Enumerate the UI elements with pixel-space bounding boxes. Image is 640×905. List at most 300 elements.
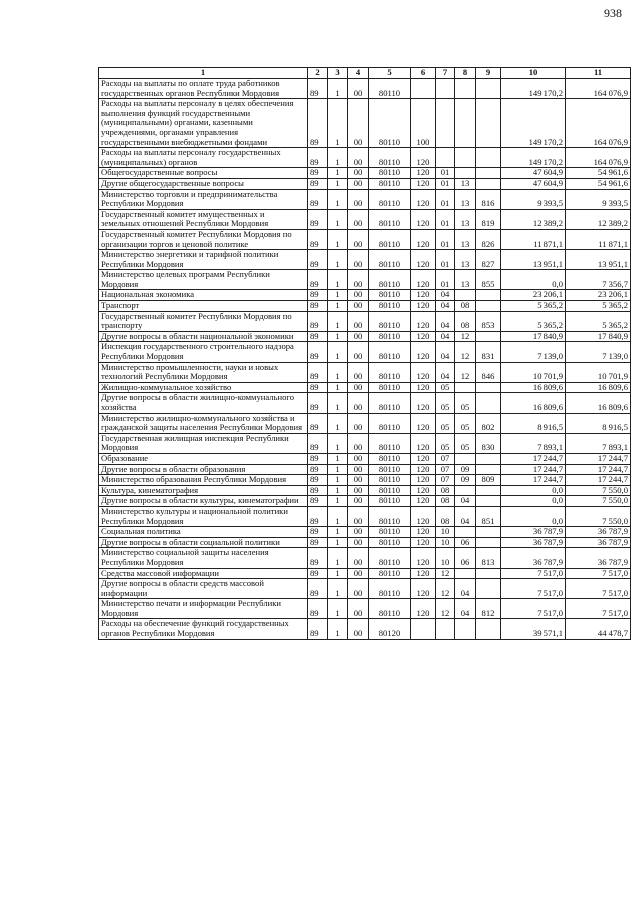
cell-col-6: 120 [411, 148, 436, 168]
cell-col-3: 1 [328, 382, 348, 393]
cell-col-6: 120 [411, 599, 436, 619]
cell-col-5: 80110 [369, 413, 411, 433]
cell-col-7: 01 [436, 250, 455, 270]
cell-col-7: 01 [436, 209, 455, 229]
cell-col-4: 00 [348, 619, 369, 639]
cell-col-8 [455, 568, 476, 579]
column-header: 4 [348, 68, 369, 79]
table-row [99, 79, 631, 99]
cell-col-8 [455, 99, 476, 148]
table-row [99, 342, 631, 362]
cell-col-9: 813 [476, 548, 501, 568]
cell-col-8: 13 [455, 209, 476, 229]
cell-col-5: 80110 [369, 464, 411, 475]
cell-col-2: 89 [308, 290, 328, 301]
row-name: Министерство торговли и предпринимательства Республики Мордовия [99, 189, 308, 209]
row-name: Расходы на обеспечение функций государственных органов Республики Мордовия [99, 619, 308, 639]
cell-col-10: 16 809,6 [501, 393, 566, 413]
cell-col-11: 13 951,1 [566, 250, 631, 270]
cell-col-6: 120 [411, 475, 436, 486]
cell-col-3: 1 [328, 331, 348, 342]
cell-col-6: 120 [411, 568, 436, 579]
cell-col-2: 89 [308, 331, 328, 342]
cell-col-2: 89 [308, 209, 328, 229]
cell-col-7: 05 [436, 433, 455, 453]
cell-col-4: 00 [348, 311, 369, 331]
cell-col-10: 17 244,7 [501, 464, 566, 475]
row-name: Общегосударственные вопросы [99, 168, 308, 179]
row-name: Государственный комитет Республики Мордовия по транспорту [99, 311, 308, 331]
cell-col-2: 89 [308, 79, 328, 99]
cell-col-9: 851 [476, 506, 501, 526]
table-row [99, 178, 631, 189]
cell-col-2: 89 [308, 453, 328, 464]
cell-col-10: 47 604,9 [501, 168, 566, 179]
row-name: Министерство энергетики и тарифной политики Республики Мордовия [99, 250, 308, 270]
cell-col-11: 7 356,7 [566, 270, 631, 290]
cell-col-3: 1 [328, 506, 348, 526]
cell-col-2: 89 [308, 168, 328, 179]
cell-col-2: 89 [308, 413, 328, 433]
cell-col-2: 89 [308, 301, 328, 312]
cell-col-3: 1 [328, 537, 348, 548]
cell-col-7: 04 [436, 362, 455, 382]
cell-col-4: 00 [348, 413, 369, 433]
cell-col-8: 09 [455, 464, 476, 475]
cell-col-4: 00 [348, 342, 369, 362]
cell-col-9: 855 [476, 270, 501, 290]
table-row [99, 270, 631, 290]
cell-col-11: 7 893,1 [566, 433, 631, 453]
cell-col-9: 819 [476, 209, 501, 229]
cell-col-11: 17 244,7 [566, 464, 631, 475]
cell-col-8 [455, 148, 476, 168]
cell-col-10: 47 604,9 [501, 178, 566, 189]
cell-col-10: 17 840,9 [501, 331, 566, 342]
cell-col-10: 7 893,1 [501, 433, 566, 453]
cell-col-4: 00 [348, 382, 369, 393]
table-row [99, 229, 631, 249]
cell-col-5: 80120 [369, 619, 411, 639]
cell-col-5: 80110 [369, 290, 411, 301]
cell-col-3: 1 [328, 290, 348, 301]
cell-col-7: 07 [436, 475, 455, 486]
cell-col-2: 89 [308, 496, 328, 507]
cell-col-6: 120 [411, 548, 436, 568]
cell-col-9 [476, 382, 501, 393]
cell-col-9: 853 [476, 311, 501, 331]
table-row [99, 311, 631, 331]
cell-col-9 [476, 464, 501, 475]
cell-col-8: 13 [455, 189, 476, 209]
table-row [99, 148, 631, 168]
cell-col-3: 1 [328, 393, 348, 413]
table-row [99, 209, 631, 229]
cell-col-5: 80110 [369, 99, 411, 148]
cell-col-8: 08 [455, 311, 476, 331]
cell-col-11: 7 550,0 [566, 496, 631, 507]
cell-col-5: 80110 [369, 331, 411, 342]
cell-col-7 [436, 79, 455, 99]
cell-col-11: 7 550,0 [566, 485, 631, 496]
cell-col-2: 89 [308, 485, 328, 496]
cell-col-2: 89 [308, 599, 328, 619]
cell-col-8: 13 [455, 250, 476, 270]
table-row [99, 250, 631, 270]
cell-col-2: 89 [308, 99, 328, 148]
cell-col-3: 1 [328, 496, 348, 507]
cell-col-4: 00 [348, 229, 369, 249]
cell-col-5: 80110 [369, 79, 411, 99]
cell-col-4: 00 [348, 362, 369, 382]
cell-col-8: 13 [455, 270, 476, 290]
cell-col-11: 164 076,9 [566, 148, 631, 168]
row-name: Образование [99, 453, 308, 464]
cell-col-9 [476, 178, 501, 189]
cell-col-11: 16 809,6 [566, 393, 631, 413]
cell-col-2: 89 [308, 270, 328, 290]
cell-col-4: 00 [348, 453, 369, 464]
cell-col-7: 12 [436, 579, 455, 599]
row-name: Другие вопросы в области национальной экономики [99, 331, 308, 342]
cell-col-9: 830 [476, 433, 501, 453]
cell-col-3: 1 [328, 413, 348, 433]
cell-col-6: 120 [411, 413, 436, 433]
cell-col-2: 89 [308, 382, 328, 393]
cell-col-3: 1 [328, 453, 348, 464]
cell-col-11: 17 244,7 [566, 453, 631, 464]
cell-col-3: 1 [328, 270, 348, 290]
cell-col-7: 05 [436, 382, 455, 393]
cell-col-11: 7 517,0 [566, 568, 631, 579]
cell-col-10: 149 170,2 [501, 148, 566, 168]
cell-col-9 [476, 619, 501, 639]
cell-col-3: 1 [328, 250, 348, 270]
table-body [99, 79, 631, 640]
cell-col-9: 846 [476, 362, 501, 382]
cell-col-6: 120 [411, 453, 436, 464]
cell-col-2: 89 [308, 527, 328, 538]
cell-col-7: 08 [436, 506, 455, 526]
cell-col-10: 16 809,6 [501, 382, 566, 393]
table-row [99, 527, 631, 538]
cell-col-7 [436, 148, 455, 168]
cell-col-4: 00 [348, 475, 369, 486]
cell-col-9 [476, 568, 501, 579]
cell-col-8 [455, 79, 476, 99]
cell-col-3: 1 [328, 464, 348, 475]
cell-col-6: 120 [411, 250, 436, 270]
cell-col-5: 80110 [369, 189, 411, 209]
cell-col-9 [476, 301, 501, 312]
cell-col-3: 1 [328, 568, 348, 579]
table-row [99, 568, 631, 579]
cell-col-5: 80110 [369, 496, 411, 507]
cell-col-8: 04 [455, 579, 476, 599]
cell-col-11: 7 139,0 [566, 342, 631, 362]
cell-col-11: 11 871,1 [566, 229, 631, 249]
cell-col-2: 89 [308, 619, 328, 639]
cell-col-7: 04 [436, 331, 455, 342]
cell-col-11: 54 961,6 [566, 168, 631, 179]
cell-col-5: 80110 [369, 599, 411, 619]
cell-col-3: 1 [328, 579, 348, 599]
table-row [99, 382, 631, 393]
cell-col-5: 80110 [369, 579, 411, 599]
cell-col-5: 80110 [369, 548, 411, 568]
cell-col-9: 831 [476, 342, 501, 362]
cell-col-11: 23 206,1 [566, 290, 631, 301]
cell-col-4: 00 [348, 599, 369, 619]
cell-col-5: 80110 [369, 148, 411, 168]
cell-col-8: 05 [455, 433, 476, 453]
cell-col-10: 149 170,2 [501, 99, 566, 148]
cell-col-10: 36 787,9 [501, 527, 566, 538]
cell-col-5: 80110 [369, 453, 411, 464]
table-row [99, 453, 631, 464]
cell-col-10: 8 916,5 [501, 413, 566, 433]
cell-col-10: 17 244,7 [501, 475, 566, 486]
cell-col-6: 120 [411, 331, 436, 342]
cell-col-9: 816 [476, 189, 501, 209]
table-row [99, 99, 631, 148]
row-name: Государственный комитет Республики Мордовия по организации торгов и ценовой политике [99, 229, 308, 249]
cell-col-3: 1 [328, 148, 348, 168]
cell-col-7: 12 [436, 568, 455, 579]
cell-col-8 [455, 290, 476, 301]
cell-col-5: 80110 [369, 393, 411, 413]
cell-col-10: 7 139,0 [501, 342, 566, 362]
row-name: Министерство печати и информации Республики Мордовия [99, 599, 308, 619]
row-name: Социальная политика [99, 527, 308, 538]
cell-col-2: 89 [308, 311, 328, 331]
cell-col-2: 89 [308, 464, 328, 475]
table-row [99, 537, 631, 548]
cell-col-9 [476, 579, 501, 599]
cell-col-3: 1 [328, 311, 348, 331]
cell-col-9 [476, 99, 501, 148]
page-number: 938 [604, 6, 622, 20]
cell-col-4: 00 [348, 209, 369, 229]
cell-col-9 [476, 168, 501, 179]
cell-col-8 [455, 485, 476, 496]
cell-col-5: 80110 [369, 362, 411, 382]
cell-col-7: 07 [436, 464, 455, 475]
cell-col-10: 0,0 [501, 506, 566, 526]
cell-col-4: 00 [348, 548, 369, 568]
cell-col-3: 1 [328, 178, 348, 189]
cell-col-7 [436, 619, 455, 639]
cell-col-10: 13 951,1 [501, 250, 566, 270]
column-header: 1 [99, 68, 308, 79]
cell-col-6: 120 [411, 301, 436, 312]
cell-col-3: 1 [328, 362, 348, 382]
cell-col-2: 89 [308, 342, 328, 362]
cell-col-9 [476, 453, 501, 464]
cell-col-8: 13 [455, 229, 476, 249]
cell-col-8: 04 [455, 506, 476, 526]
cell-col-10: 36 787,9 [501, 548, 566, 568]
cell-col-7: 04 [436, 290, 455, 301]
table-row [99, 413, 631, 433]
table-row [99, 393, 631, 413]
row-name: Другие общегосударственные вопросы [99, 178, 308, 189]
cell-col-11: 12 389,2 [566, 209, 631, 229]
cell-col-4: 00 [348, 270, 369, 290]
cell-col-10: 17 244,7 [501, 453, 566, 464]
cell-col-9 [476, 148, 501, 168]
cell-col-10: 10 701,9 [501, 362, 566, 382]
cell-col-10: 0,0 [501, 270, 566, 290]
table-row [99, 301, 631, 312]
cell-col-8: 06 [455, 548, 476, 568]
cell-col-5: 80110 [369, 229, 411, 249]
cell-col-2: 89 [308, 393, 328, 413]
cell-col-6: 120 [411, 178, 436, 189]
cell-col-7: 04 [436, 301, 455, 312]
cell-col-4: 00 [348, 99, 369, 148]
cell-col-10: 12 389,2 [501, 209, 566, 229]
cell-col-7: 01 [436, 168, 455, 179]
cell-col-7: 04 [436, 311, 455, 331]
cell-col-6: 120 [411, 382, 436, 393]
row-name: Государственная жилищная инспекция Республики Мордовия [99, 433, 308, 453]
cell-col-11: 36 787,9 [566, 548, 631, 568]
cell-col-6: 120 [411, 537, 436, 548]
table-row [99, 485, 631, 496]
cell-col-6: 120 [411, 506, 436, 526]
row-name: Министерство целевых программ Республики Мордовия [99, 270, 308, 290]
cell-col-11: 7 517,0 [566, 579, 631, 599]
cell-col-11: 54 961,6 [566, 178, 631, 189]
cell-col-8 [455, 168, 476, 179]
cell-col-7: 07 [436, 453, 455, 464]
cell-col-4: 00 [348, 464, 369, 475]
row-name: Культура, кинематография [99, 485, 308, 496]
cell-col-4: 00 [348, 496, 369, 507]
cell-col-11: 7 517,0 [566, 599, 631, 619]
table-header-row [99, 68, 631, 79]
column-header: 11 [566, 68, 631, 79]
cell-col-10: 23 206,1 [501, 290, 566, 301]
cell-col-9 [476, 527, 501, 538]
cell-col-11: 164 076,9 [566, 99, 631, 148]
cell-col-4: 00 [348, 393, 369, 413]
cell-col-6: 120 [411, 209, 436, 229]
table-row [99, 506, 631, 526]
row-name: Другие вопросы в области средств массовой информации [99, 579, 308, 599]
budget-table [98, 67, 631, 640]
row-name: Транспорт [99, 301, 308, 312]
cell-col-5: 80110 [369, 506, 411, 526]
table-row [99, 290, 631, 301]
column-header: 7 [436, 68, 455, 79]
cell-col-6: 120 [411, 464, 436, 475]
cell-col-3: 1 [328, 79, 348, 99]
cell-col-5: 80110 [369, 568, 411, 579]
cell-col-10: 39 571,1 [501, 619, 566, 639]
cell-col-4: 00 [348, 178, 369, 189]
cell-col-3: 1 [328, 99, 348, 148]
cell-col-6: 120 [411, 579, 436, 599]
cell-col-3: 1 [328, 599, 348, 619]
cell-col-3: 1 [328, 189, 348, 209]
cell-col-4: 00 [348, 250, 369, 270]
cell-col-6: 120 [411, 485, 436, 496]
cell-col-5: 80110 [369, 209, 411, 229]
cell-col-8: 13 [455, 178, 476, 189]
cell-col-5: 80110 [369, 250, 411, 270]
cell-col-8: 08 [455, 301, 476, 312]
cell-col-8: 12 [455, 342, 476, 362]
table-row [99, 464, 631, 475]
row-name: Расходы на выплаты персоналу государственных (муниципальных) органов [99, 148, 308, 168]
cell-col-9 [476, 331, 501, 342]
cell-col-6: 120 [411, 270, 436, 290]
row-name: Министерство социальной защиты населения Республики Мордовия [99, 548, 308, 568]
cell-col-3: 1 [328, 527, 348, 538]
cell-col-7: 08 [436, 485, 455, 496]
cell-col-2: 89 [308, 475, 328, 486]
cell-col-5: 80110 [369, 168, 411, 179]
cell-col-2: 89 [308, 250, 328, 270]
cell-col-6 [411, 79, 436, 99]
cell-col-3: 1 [328, 168, 348, 179]
cell-col-7 [436, 99, 455, 148]
cell-col-3: 1 [328, 619, 348, 639]
cell-col-5: 80110 [369, 527, 411, 538]
cell-col-4: 00 [348, 506, 369, 526]
cell-col-10: 7 517,0 [501, 599, 566, 619]
cell-col-11: 17 840,9 [566, 331, 631, 342]
cell-col-10: 0,0 [501, 496, 566, 507]
cell-col-8: 06 [455, 537, 476, 548]
column-header: 8 [455, 68, 476, 79]
cell-col-11: 5 365,2 [566, 301, 631, 312]
cell-col-8: 12 [455, 331, 476, 342]
cell-col-9 [476, 393, 501, 413]
cell-col-4: 00 [348, 168, 369, 179]
table-row [99, 189, 631, 209]
row-name: Другие вопросы в области социальной политики [99, 537, 308, 548]
cell-col-7: 10 [436, 527, 455, 538]
cell-col-7: 05 [436, 413, 455, 433]
cell-col-11: 7 550,0 [566, 506, 631, 526]
cell-col-3: 1 [328, 209, 348, 229]
cell-col-10: 5 365,2 [501, 311, 566, 331]
cell-col-11: 36 787,9 [566, 527, 631, 538]
cell-col-11: 9 393,5 [566, 189, 631, 209]
row-name: Министерство промышленности, науки и новых технологий Республики Мордовия [99, 362, 308, 382]
cell-col-2: 89 [308, 537, 328, 548]
cell-col-6: 120 [411, 229, 436, 249]
column-header: 10 [501, 68, 566, 79]
row-name: Средства массовой информации [99, 568, 308, 579]
table-row [99, 619, 631, 639]
cell-col-7: 01 [436, 189, 455, 209]
cell-col-8: 05 [455, 393, 476, 413]
row-name: Другие вопросы в области жилищно-коммунального хозяйства [99, 393, 308, 413]
row-name: Инспекция государственного строительного надзора Республики Мордовия [99, 342, 308, 362]
cell-col-9 [476, 537, 501, 548]
row-name: Министерство жилищно-коммунального хозяйства и гражданской защиты населения Республики Мордовия [99, 413, 308, 433]
cell-col-4: 00 [348, 301, 369, 312]
cell-col-9 [476, 79, 501, 99]
cell-col-4: 00 [348, 579, 369, 599]
cell-col-6: 120 [411, 189, 436, 209]
cell-col-5: 80110 [369, 433, 411, 453]
cell-col-2: 89 [308, 548, 328, 568]
